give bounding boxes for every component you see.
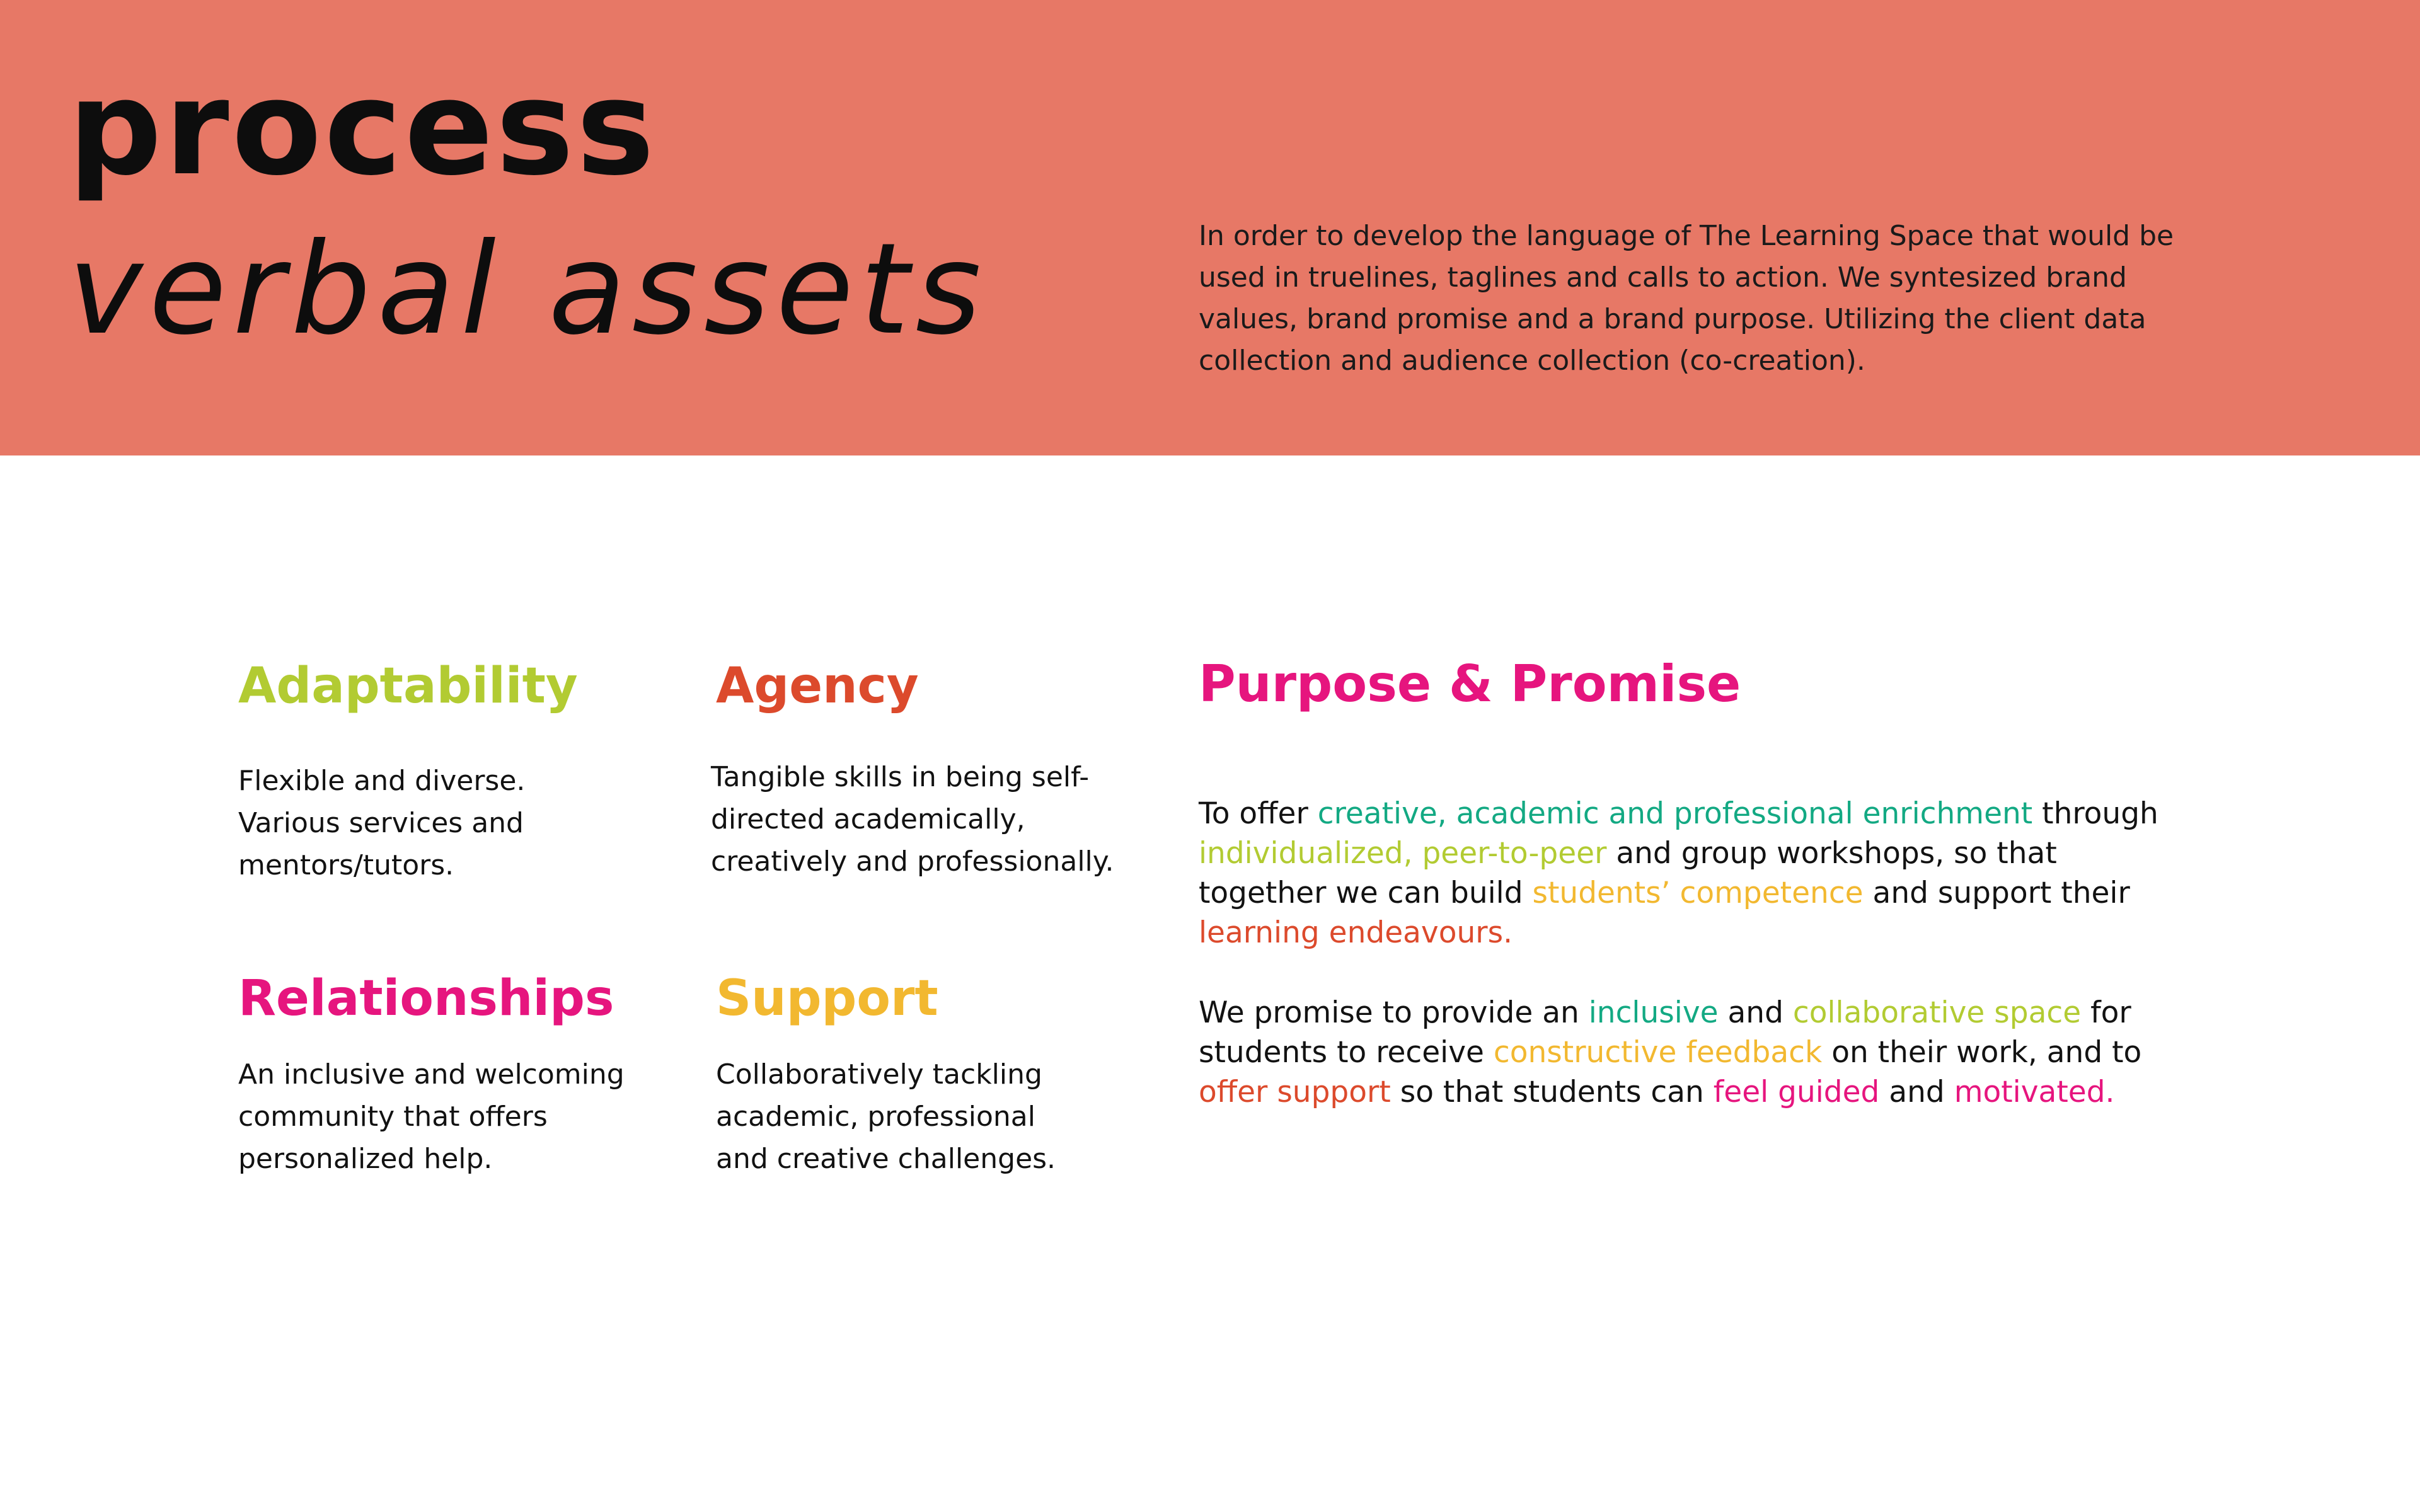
promise-statement [1199,993,2182,1112]
page-subtitle: verbal assets [68,216,988,363]
purpose-statement [1199,794,2182,953]
purpose-segment: and group workshops, so that together we can build [1199,836,2057,910]
page-title: process [68,52,657,205]
purpose-segment: creative, academic and professional enrichment [1317,796,2033,831]
promise-segment: constructive feedback [1493,1035,1823,1070]
purpose-segment: students’ competence [1532,876,1864,910]
promise-segment: collaborative space [1792,995,2082,1030]
promise-segment: so that students can [1390,1075,1714,1109]
value-description-relationships: An inclusive and welcoming community that offers personalized help. [238,1058,625,1175]
purpose-segment: learning endeavours. [1199,915,1513,950]
purpose-segment: through [2032,796,2158,831]
value-heading-adaptability: Adaptability [238,658,578,714]
purpose-segment: To offer [1199,796,1318,831]
purpose-segment: and support their [1863,876,2130,910]
value-heading-relationships: Relationships [238,970,614,1027]
value-description-agency: Tangible skills in being self-directed academically, creatively and professionally. [711,761,1114,878]
value-heading-agency: Agency [716,658,919,714]
promise-segment: and [1718,995,1793,1030]
promise-segment: motivated. [1954,1075,2115,1109]
intro-paragraph: In order to develop the language of The Learning Space that would be used in truelines, taglines and calls to action. We syntesized brand values, brand promise and a brand purpose. Utilizing the client data collection and audience collection (co-creation). [1199,220,2174,377]
promise-segment: offer support [1199,1075,1391,1109]
promise-segment: for students to receive [1199,995,2131,1070]
promise-segment: on their work, and to [1822,1035,2142,1070]
promise-segment: and [1879,1075,1954,1109]
header-banner [0,0,2420,455]
promise-segment: We promise to provide an [1199,995,1589,1030]
purpose-segment: individualized, peer-to-peer [1199,836,1607,871]
promise-segment: inclusive [1588,995,1719,1030]
value-description-support: Collaboratively tackling academic, professional and creative challenges. [716,1058,1056,1175]
value-description-adaptability: Flexible and diverse. Various services and mentors/tutors. [238,765,526,881]
promise-segment: feel guided [1713,1075,1880,1109]
purpose-promise-heading: Purpose & Promise [1199,655,1741,713]
value-heading-support: Support [716,970,938,1027]
